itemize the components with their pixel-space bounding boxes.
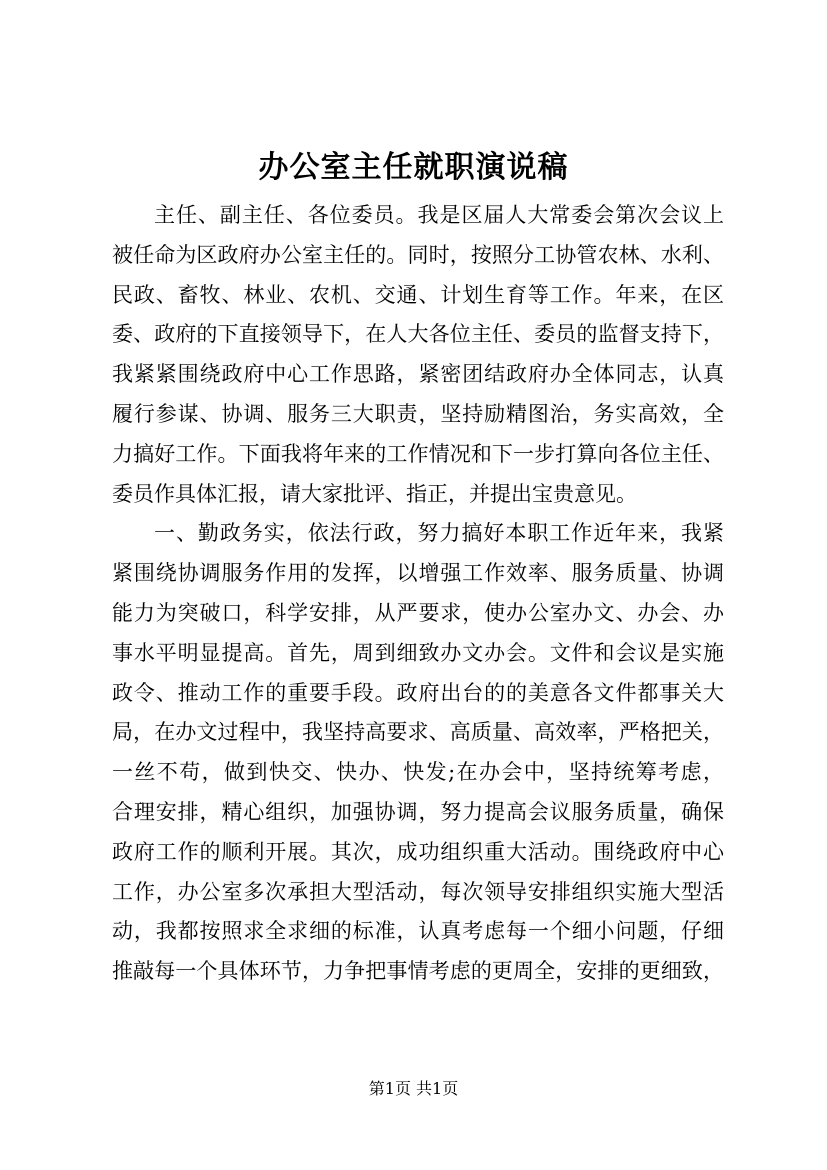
text-line: 政府工作的顺利开展。其次，成功组织重大活动。围绕政府中心 <box>112 839 724 864</box>
text-line: 委员作具体汇报，请大家批评、指正，并提出宝贵意见。 <box>112 481 637 506</box>
text-line: 事水平明显提高。首先，周到细致办文办会。文件和会议是实施 <box>112 640 724 665</box>
text-line: 一、勤政务实，依法行政，努力搞好本职工作近年来，我紧 <box>154 521 724 546</box>
paragraph-1 <box>112 196 724 514</box>
page-footer: 第1页 共1页 <box>368 1079 459 1098</box>
document-title: 办公室主任就职演说稿 <box>258 150 569 185</box>
paragraph-2 <box>112 514 724 992</box>
text-line: 主任、副主任、各位委员。我是区届人大常委会第次会议上 <box>154 203 724 227</box>
text-line: 力搞好工作。下面我将年来的工作情况和下一步打算向各位主任、 <box>112 441 724 466</box>
text-line: 能力为突破口，科学安排，从严要求，使办公室办文、办会、办 <box>112 600 724 625</box>
text-line: 履行参谋、协调、服务三大职责，坚持励精图治，务实高效，全 <box>112 401 724 426</box>
text-line: 推敲每一个具体环节，力争把事情考虑的更周全，安排的更细致， <box>112 959 724 984</box>
text-line: 我紧紧围绕政府中心工作思路，紧密团结政府办全体同志，认真 <box>112 362 724 387</box>
text-line: 被任命为区政府办公室主任的。同时，按照分工协管农林、水利、 <box>112 242 724 267</box>
text-line: 工作，办公室多次承担大型活动，每次领导安排组织实施大型活 <box>112 879 724 904</box>
text-line: 动，我都按照求全求细的标准，认真考虑每一个细小问题，仔细 <box>112 919 724 944</box>
text-line: 一丝不苟，做到快交、快办、快发;在办会中，坚持统筹考虑， <box>112 760 724 785</box>
text-line: 紧围绕协调服务作用的发挥，以增强工作效率、服务质量、协调 <box>112 561 724 586</box>
text-line: 合理安排，精心组织，加强协调，努力提高会议服务质量，确保 <box>112 799 724 824</box>
text-line: 政令、推动工作的重要手段。政府出台的的美意各文件都事关大 <box>112 680 724 705</box>
text-line: 民政、畜牧、林业、农机、交通、计划生育等工作。年来，在区 <box>112 282 724 307</box>
text-line: 局，在办文过程中，我坚持高要求、高质量、高效率，严格把关， <box>112 720 724 745</box>
text-line: 委、政府的下直接领导下，在人大各位主任、委员的监督支持下， <box>112 322 724 347</box>
document-body <box>112 196 724 992</box>
